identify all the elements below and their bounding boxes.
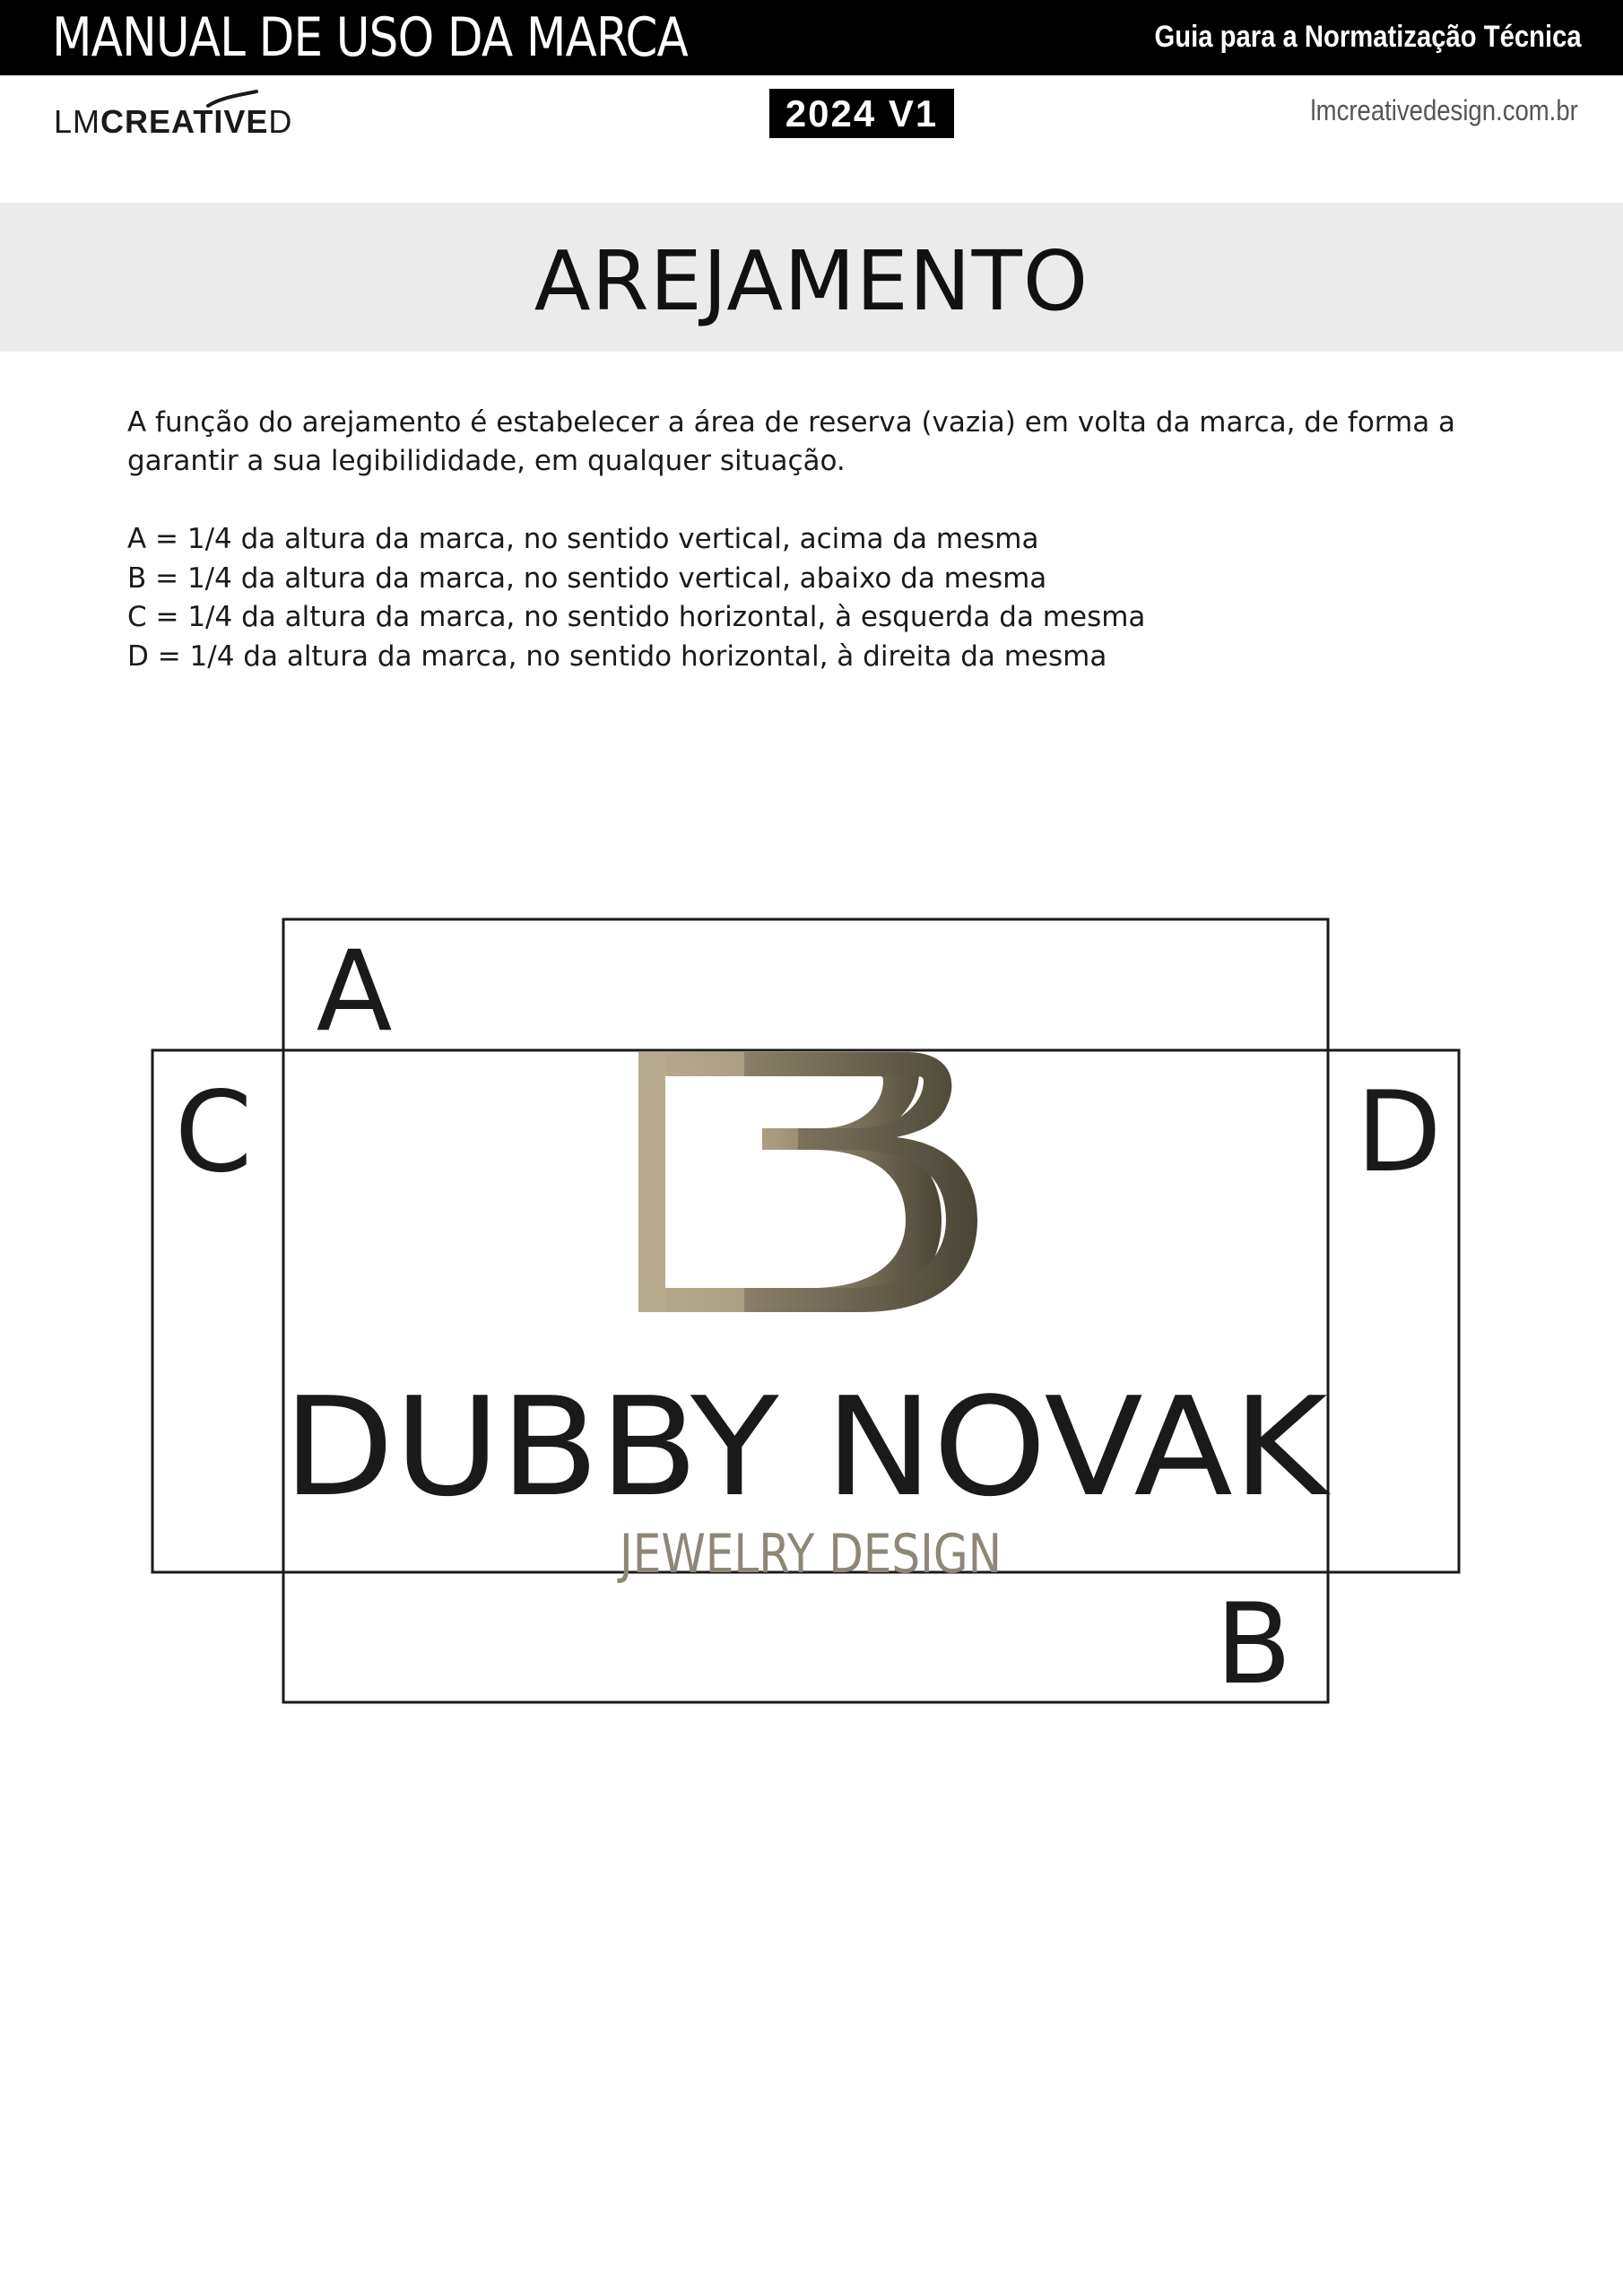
agency-logo-bold: CREATIVE (100, 103, 269, 140)
brand-monogram-logo (638, 1052, 977, 1312)
page-title: AREJAMENTO (534, 233, 1089, 329)
label-c: C (174, 1068, 253, 1197)
brand-name: DUBBY NOVAK (282, 1368, 1332, 1526)
rule-c: C = 1/4 da altura da marca, no sentido horizontal, à esquerda da mesma (127, 601, 1146, 633)
version-badge: 2024 V1 (769, 89, 954, 138)
rule-b: B = 1/4 da altura da marca, no sentido vertical, abaixo da mesma (127, 561, 1047, 595)
label-b: B (1215, 1580, 1292, 1709)
manual-title: MANUAL DE USO DA MARCA (52, 6, 688, 69)
guide-subtitle: Guia para a Normatização Técnica (1154, 20, 1582, 54)
intro-paragraph: A função do arejamento é estabelecer a área de reserva (vazia) em volta da marca, de forma a garantir a sua legibilididade, em qualquer situação. (127, 406, 1456, 477)
rule-d: D = 1/4 da altura da marca, no sentido horizontal, à direita da mesma (127, 639, 1107, 673)
rule-a: A = 1/4 da altura da marca, no sentido vertical, acima da mesma (127, 523, 1039, 555)
label-d: D (1356, 1068, 1442, 1197)
agency-logo-light: LM (54, 103, 101, 140)
website-link[interactable]: lmcreativedesign.com.br (1310, 94, 1578, 126)
agency-logo-end: D (268, 103, 293, 140)
label-a: A (316, 927, 393, 1057)
brand-tagline: JEWELRY DESIGN (616, 1523, 1002, 1586)
